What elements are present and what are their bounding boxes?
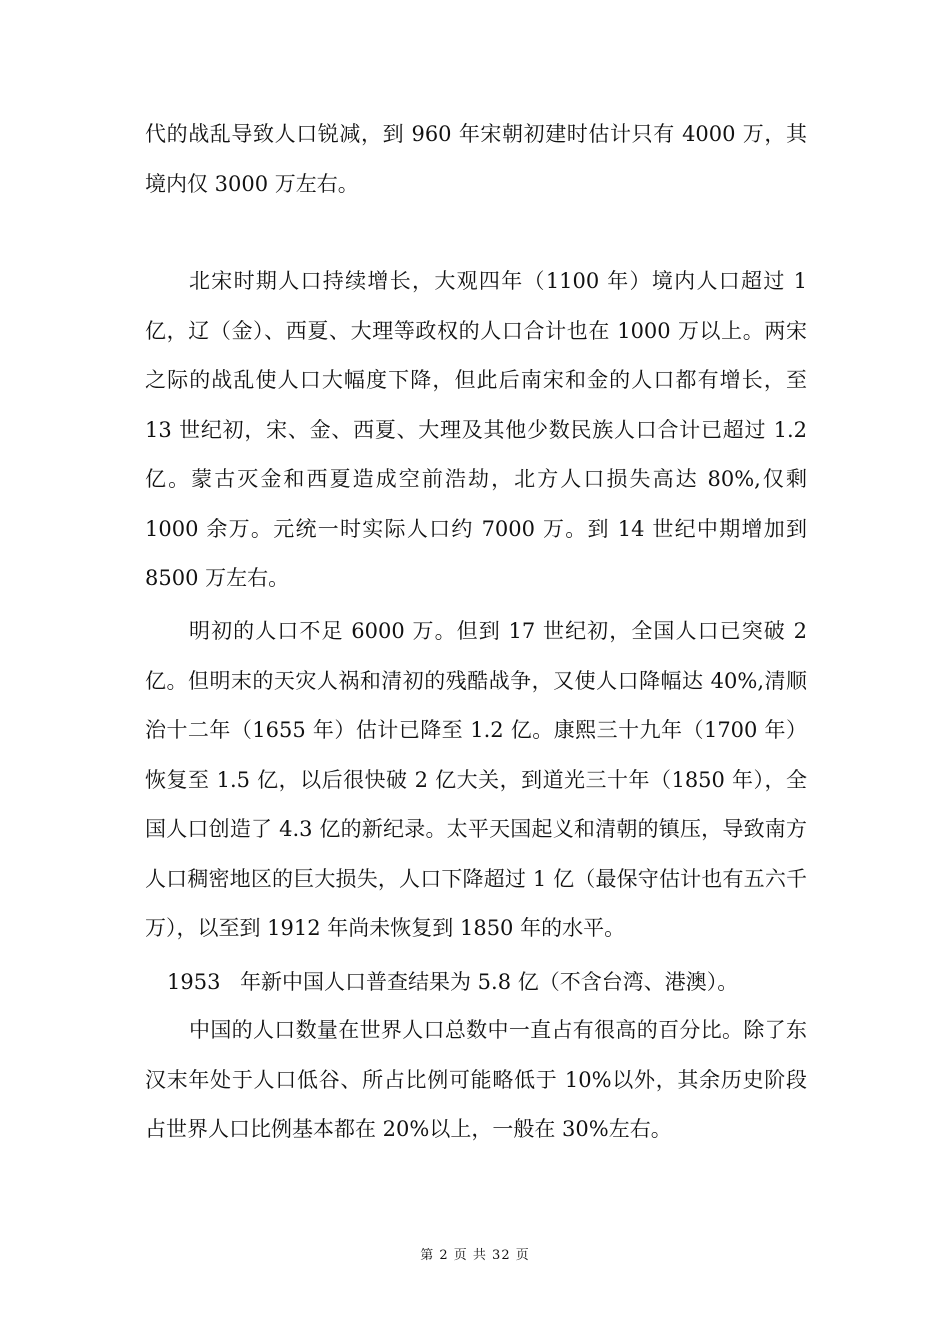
page-footer: 第 2 页 共 32 页 xyxy=(420,1248,530,1263)
paragraph-northern-song: 北宋时期人口持续增长，大观四年（1100 年）境内人口超过 1 亿，辽（金）、西夏、大理等政权的人口合计也在 1000 万以上。两宋之际的战乱使人口大幅度下降，但此后南宋和金的人口都有增长，至 13 世纪初，宋、金、西夏、大理及其他少数民族人口合计已超过 1.2 亿。蒙古灭金和西夏造成空前浩劫，北方人口损失高达 80%,仅剩 1000 余万。元统一时实际人口约 7000 万。到 14 世纪中期增加到 8500 万左右。 xyxy=(145,269,807,590)
census-line xyxy=(167,958,738,1008)
paragraph-song-founding: 代的战乱导致人口锐减，到 960 年宋朝初建时估计只有 4000 万，其境内仅 3000 万左右。 xyxy=(145,122,807,196)
paragraph-ming-qing: 明初的人口不足 6000 万。但到 17 世纪初，全国人口已突破 2 亿。但明末的天灾人祸和清初的残酷战争，又使人口降幅达 40%,清顺治十二年（1655 年）估计已降至 1.2 亿。康熙三十九年（1700 年）恢复至 1.5 亿，以后很快破 2 亿大关，到道光三十年（1850 年），全国人口创造了 4.3 亿的新纪录。太平天国起义和清朝的镇压，导致南方人口稠密地区的巨大损失，人口下降超过 1 亿（最保守估计也有五六千万），以至到 1912 年尚未恢复到 1850 年的水平。 xyxy=(145,619,807,940)
census-text: 年新中国人口普查结果为 5.8 亿（不含台湾、港澳）。 xyxy=(240,970,739,994)
paragraph-world-share: 中国的人口数量在世界人口总数中一直占有很高的百分比。除了东汉末年处于人口低谷、所占比例可能略低于 10%以外，其余历史阶段占世界人口比例基本都在 20%以上，一般在 30%左右。 xyxy=(145,1018,807,1141)
census-year: 1953 xyxy=(167,970,221,994)
